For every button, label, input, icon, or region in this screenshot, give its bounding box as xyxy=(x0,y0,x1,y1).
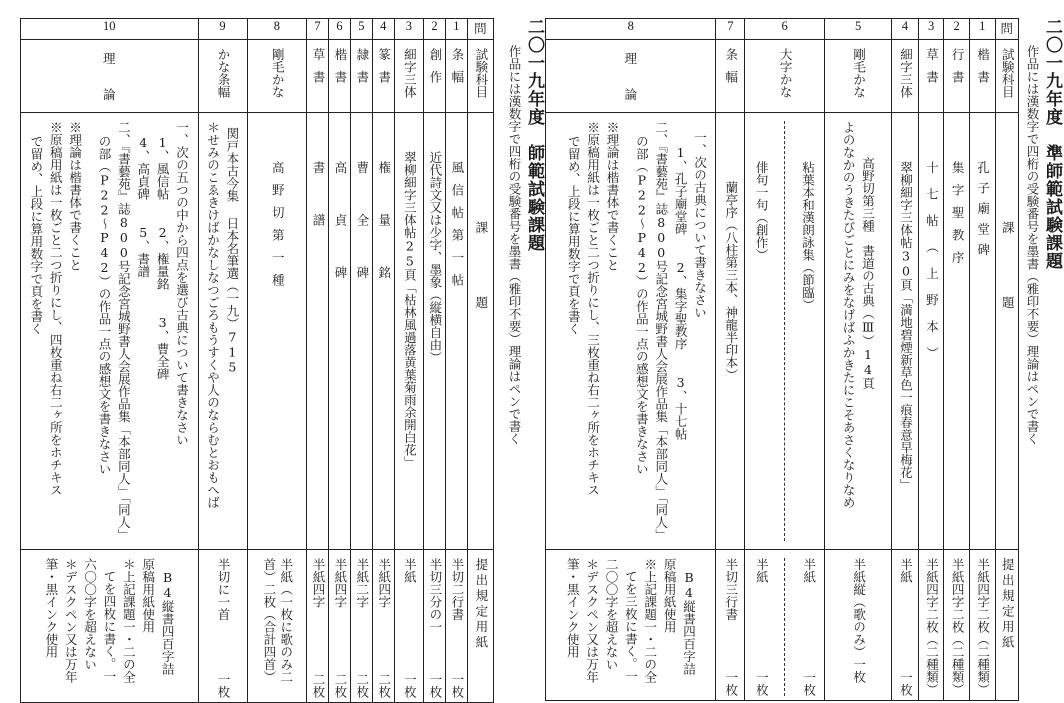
r-task-4-text: 翠柳細字三体帖30頁「満地碧煙新草色一痕春意早梅花」 xyxy=(898,161,914,491)
task-9-line-1: 関戸本古今集 日本名筆選（一九）715 xyxy=(224,127,240,375)
req-5 xyxy=(350,550,372,703)
task-5-text: 曹全碑 xyxy=(354,161,370,319)
riron-line-1: 一、次の五つの中から四点を選び古典について書きなさい xyxy=(174,121,190,446)
riron-subject xyxy=(21,40,199,113)
r-task-6 xyxy=(745,113,825,550)
junshihan-table xyxy=(545,18,1019,701)
req-2 xyxy=(424,550,446,703)
riron-req-7: 筆・黒インク使用 xyxy=(43,558,59,658)
task-7-text: 書譜 xyxy=(310,161,326,266)
task-2 xyxy=(424,113,446,550)
req-2-count: 一枚 xyxy=(427,673,443,698)
r-riron-note-2: ※原稿用紙は一枚ごと二つ折りにし、三枚重ね右二ヶ所をホチキス xyxy=(585,121,601,496)
r-req-3 xyxy=(918,550,944,701)
r-req-3-text: 半紙四字二枚（二種類） xyxy=(924,558,940,696)
left-title: 二〇一九年度 師範試験課題 xyxy=(524,18,544,252)
subject-9-text: かな条幅 xyxy=(215,48,231,98)
header-task xyxy=(467,113,493,550)
subject-2 xyxy=(424,40,446,113)
riron-req xyxy=(21,550,199,703)
r-subject-6 xyxy=(745,40,825,113)
r-riron-req-1: B4縦書四百字詰 xyxy=(681,570,697,675)
r-riron-subject xyxy=(546,40,716,113)
col-num-1: 1 xyxy=(445,19,467,40)
r-riron-line-1: 一、次の古典について書きなさい xyxy=(692,131,708,319)
r-task-6-line-2: 俳句一句（創作） xyxy=(754,161,770,261)
riron-line-4: 二、『書藝苑』誌800号記念宮城野書人会展作品集「本部同人」「同人」 xyxy=(116,121,132,541)
task-8-text: 高野切第一種 xyxy=(270,161,286,296)
r-riron-char-2: 論 xyxy=(624,87,637,102)
riron-req-2: 原稿用紙使用 xyxy=(140,558,156,633)
r-req-4-text: 半紙 xyxy=(898,558,914,583)
req-1-text: 半切二行書 xyxy=(449,558,465,621)
subject-8 xyxy=(247,40,307,113)
task-6 xyxy=(329,113,351,550)
r-riron-req-4: てを三枚に書く。一 xyxy=(623,570,639,683)
col-num-9: 9 xyxy=(198,19,247,40)
right-title: 二〇一九年度 準師範試験課題 xyxy=(1042,18,1062,270)
r-col-num-2: 2 xyxy=(944,19,970,40)
header-mon: 問 xyxy=(467,19,493,40)
req-9-count: 一枚 xyxy=(215,673,231,698)
r-header-mon: 問 xyxy=(995,19,1019,40)
task-5 xyxy=(350,113,372,550)
task-6-text: 高貞碑 xyxy=(332,161,348,319)
r-req-6-a-count: 一枚 xyxy=(801,671,817,696)
r-task-2-text: 集字聖教序 xyxy=(950,161,966,274)
subject-6-text: 楷書 xyxy=(332,48,348,93)
task-4 xyxy=(372,113,394,550)
r-subject-2-text: 行書 xyxy=(950,48,966,93)
req-3-text: 半紙 xyxy=(402,558,418,583)
r-riron-req-2: 原稿用紙使用 xyxy=(662,558,678,633)
r-req-4 xyxy=(892,550,919,701)
r-task-5 xyxy=(825,113,892,550)
riron-note-3: で留め、上段に算用数字で頁を書く xyxy=(28,135,44,335)
r-subject-2 xyxy=(944,40,970,113)
req-1 xyxy=(445,550,467,703)
r-task-1 xyxy=(969,113,995,550)
subject-3 xyxy=(394,40,423,113)
r-req-6-a xyxy=(800,558,817,696)
r-subject-1-text: 楷書 xyxy=(975,48,991,93)
r-riron-char-1: 理 xyxy=(624,51,637,66)
header-subject-text: 試験科目 xyxy=(473,48,489,98)
r-riron-req-3: ※上記課題一・二の全 xyxy=(642,558,658,683)
task-3-text: 翠柳細字三体帖25頁「枯林風過落黄葉菊雨余開白花」 xyxy=(402,151,418,469)
req-8 xyxy=(247,550,307,703)
riron-char-2: 論 xyxy=(102,87,116,102)
riron-req-4: てを四枚に書く。一 xyxy=(101,570,117,683)
r-task-7 xyxy=(716,113,745,550)
subject-1-text: 条幅 xyxy=(449,48,465,93)
task-9-line-2: ＊せみのこゑきけばかなしなつごろもうすくや人のならむとおもへば xyxy=(205,121,221,509)
r-col-num-8: 8 xyxy=(546,19,716,40)
task-9 xyxy=(198,113,247,550)
header-task-text: 課 題 xyxy=(473,221,489,309)
req-4-text: 半紙四字 xyxy=(376,558,392,608)
riron-line-3: 4、高貞碑 5、書譜 xyxy=(135,135,151,278)
subject-2-text: 創作 xyxy=(427,48,443,93)
req-2-text: 半切三分の一 xyxy=(427,558,443,633)
task-7 xyxy=(307,113,329,550)
r-req-1 xyxy=(969,550,995,701)
r-req-6 xyxy=(745,550,825,701)
r-req-6-b-text: 半紙 xyxy=(754,558,770,583)
r-req-5-text: 半紙縦（歌のみ）一枚 xyxy=(851,558,867,683)
left-subtitle: 作品には漢数字で四桁の受験番号を墨書（雅印不要）理論はペンで書く xyxy=(507,45,522,445)
r-subject-5-text: 剛毛かな xyxy=(851,48,867,98)
r-req-6-a-text: 半紙 xyxy=(801,558,817,583)
task-1 xyxy=(445,113,467,550)
r-subject-3 xyxy=(918,40,944,113)
shihan-table xyxy=(20,18,494,703)
r-col-num-5: 5 xyxy=(825,19,892,40)
r-task-7-text: 蘭亭序（八柱第三本、神龍半印本） xyxy=(723,181,739,381)
req-6-text: 半紙四字 xyxy=(332,558,348,608)
req-4-count: 二枚 xyxy=(376,673,392,698)
col-num-10: 10 xyxy=(21,19,199,40)
r-subject-7 xyxy=(716,40,745,113)
col-num-4: 4 xyxy=(372,19,394,40)
req-3 xyxy=(394,550,423,703)
r-subject-4-text: 細字三体 xyxy=(898,48,914,98)
riron-task xyxy=(21,113,199,550)
r-task-6-divider xyxy=(784,121,785,541)
r-req-4-count: 一枚 xyxy=(898,671,914,696)
header-subject xyxy=(467,40,493,113)
header-req-text: 提出規定用紙 xyxy=(473,558,489,651)
r-col-num-3: 3 xyxy=(918,19,944,40)
r-req-5 xyxy=(825,550,892,701)
r-riron-req-5: 二〇〇字を超えない xyxy=(604,558,620,671)
subject-7 xyxy=(307,40,329,113)
r-subject-1 xyxy=(969,40,995,113)
riron-note-2: ※原稿用紙は一枚ごと二つ折りにし、四枚重ね右二ヶ所をホチキス xyxy=(48,121,64,496)
riron-char-1: 理 xyxy=(102,51,116,66)
r-req-6-b xyxy=(753,558,770,696)
r-task-1-text: 孔子廟堂碑 xyxy=(975,161,991,264)
r-task-5-line-1: 高野切第三種 書道の古典（Ⅲ）14頁 xyxy=(860,157,876,390)
r-riron-note-1: ※理論は楷書体で書くこと xyxy=(604,121,620,271)
riron-req-3: ＊上記課題一・二の全 xyxy=(121,558,137,683)
subject-4-text: 篆書 xyxy=(376,48,392,93)
r-subject-5 xyxy=(825,40,892,113)
req-5-count: 二枚 xyxy=(354,673,370,698)
col-num-7: 7 xyxy=(307,19,329,40)
r-task-3-text: 十七帖（上野本） xyxy=(924,161,940,373)
req-7-count: 二枚 xyxy=(310,673,326,698)
req-1-count: 一枚 xyxy=(449,673,465,698)
subject-8-text: 剛毛かな xyxy=(270,48,286,98)
subject-6 xyxy=(329,40,351,113)
req-5-text: 半紙二字 xyxy=(354,558,370,608)
riron-line-2: 1、風信帖 2、権量銘 3、曹全碑 xyxy=(155,135,171,380)
riron-line-5: の部（P22～P42）の作品一点の感想文を書きなさい xyxy=(97,135,112,475)
r-subject-6-text: 大字かな xyxy=(778,48,794,98)
r-task-5-line-2: よのなかのうきたびごとにみをなげばふかきたにこそあさくなりなめ xyxy=(841,121,857,509)
col-num-8: 8 xyxy=(247,19,307,40)
task-4-text: 権量銘 xyxy=(376,161,392,319)
r-subject-4 xyxy=(892,40,919,113)
r-req-2-text: 半紙四字二枚（二種類） xyxy=(950,558,966,696)
r-req-7-count: 一枚 xyxy=(723,671,739,696)
left-exam-table xyxy=(20,18,512,698)
r-req-7 xyxy=(716,550,745,701)
r-req-7-text: 半切三行書 xyxy=(723,558,739,621)
subject-5 xyxy=(350,40,372,113)
r-col-num-7: 7 xyxy=(716,19,745,40)
r-req-6-b-count: 一枚 xyxy=(754,671,770,696)
r-header-task xyxy=(995,113,1019,550)
riron-req-6: ＊デスクペン又は万年 xyxy=(63,558,79,683)
req-3-count: 一枚 xyxy=(402,673,418,698)
subject-9 xyxy=(198,40,247,113)
right-exam-table xyxy=(545,18,1039,696)
req-7-text: 半紙四字 xyxy=(310,558,326,608)
r-req-6-divider xyxy=(784,558,785,696)
riron-req-5: 六〇〇字を超えない xyxy=(82,558,98,671)
r-riron-req-6: ＊デスクペン又は万年 xyxy=(584,558,600,683)
r-col-num-4: 4 xyxy=(892,19,919,40)
col-num-5: 5 xyxy=(350,19,372,40)
req-6 xyxy=(329,550,351,703)
r-header-subject xyxy=(995,40,1019,113)
r-task-4 xyxy=(892,113,919,550)
req-8-text: 半紙（一枚に歌のみ二首）二枚（合計四首） xyxy=(261,558,294,683)
r-header-subject-text: 試験科目 xyxy=(1000,48,1016,98)
r-req-2 xyxy=(944,550,970,701)
col-num-3: 3 xyxy=(394,19,423,40)
r-col-num-1: 1 xyxy=(969,19,995,40)
r-header-req xyxy=(995,550,1019,701)
req-4 xyxy=(372,550,394,703)
right-subtitle: 作品には漢数字で四桁の受験番号を墨書（雅印不要）理論はペンで書く xyxy=(1025,45,1040,445)
col-num-2: 2 xyxy=(424,19,446,40)
r-riron-line-4: の部（P22～P42）の作品一点の感想文を書きなさい xyxy=(634,135,650,475)
r-riron-req xyxy=(546,550,716,701)
task-8 xyxy=(247,113,307,550)
req-9 xyxy=(198,550,247,703)
r-header-req-text: 提出規定用紙 xyxy=(1000,558,1016,651)
task-2-text: 近代詩文又は少字、墨象（縦横自由） xyxy=(427,151,443,364)
r-riron-req-7: 筆・黒インク使用 xyxy=(565,558,581,658)
riron-req-1: B4縦書四百字詰 xyxy=(160,570,176,675)
subject-5-text: 隷書 xyxy=(354,48,370,93)
header-req xyxy=(467,550,493,703)
r-riron-line-3: 二、『書藝苑』誌800号記念宮城野書人会展作品集「本部同人」「同人」 xyxy=(653,121,669,541)
r-subject-3-text: 草書 xyxy=(924,48,940,93)
r-header-task-text: 課 題 xyxy=(1000,221,1016,309)
r-col-num-6: 6 xyxy=(745,19,825,40)
r-task-3 xyxy=(918,113,944,550)
req-6-count: 二枚 xyxy=(332,673,348,698)
r-req-1-text: 半紙四字二枚（二種類） xyxy=(975,558,991,696)
subject-3-text: 細字三体 xyxy=(402,48,418,98)
r-subject-7-text: 条幅 xyxy=(723,48,739,93)
subject-7-text: 草書 xyxy=(310,48,326,93)
col-num-6: 6 xyxy=(329,19,351,40)
riron-note-1: ※理論は楷書体で書くこと xyxy=(67,121,83,271)
subject-1 xyxy=(445,40,467,113)
r-task-6-line-1: 粘葉本和漢朗詠集（節臨） xyxy=(800,161,816,311)
task-1-text: 風信帖第一帖 xyxy=(449,161,465,296)
subject-4 xyxy=(372,40,394,113)
r-riron-task xyxy=(546,113,716,550)
r-task-2 xyxy=(944,113,970,550)
task-3 xyxy=(394,113,423,550)
r-riron-note-3: で留め、上段に算用数字で頁を書く xyxy=(566,135,582,335)
req-9-text: 半切に一首 xyxy=(215,558,231,621)
req-7 xyxy=(307,550,329,703)
r-riron-line-2: 1、孔子廟堂碑 2、集字聖教序 3、十七帖 xyxy=(673,145,689,440)
